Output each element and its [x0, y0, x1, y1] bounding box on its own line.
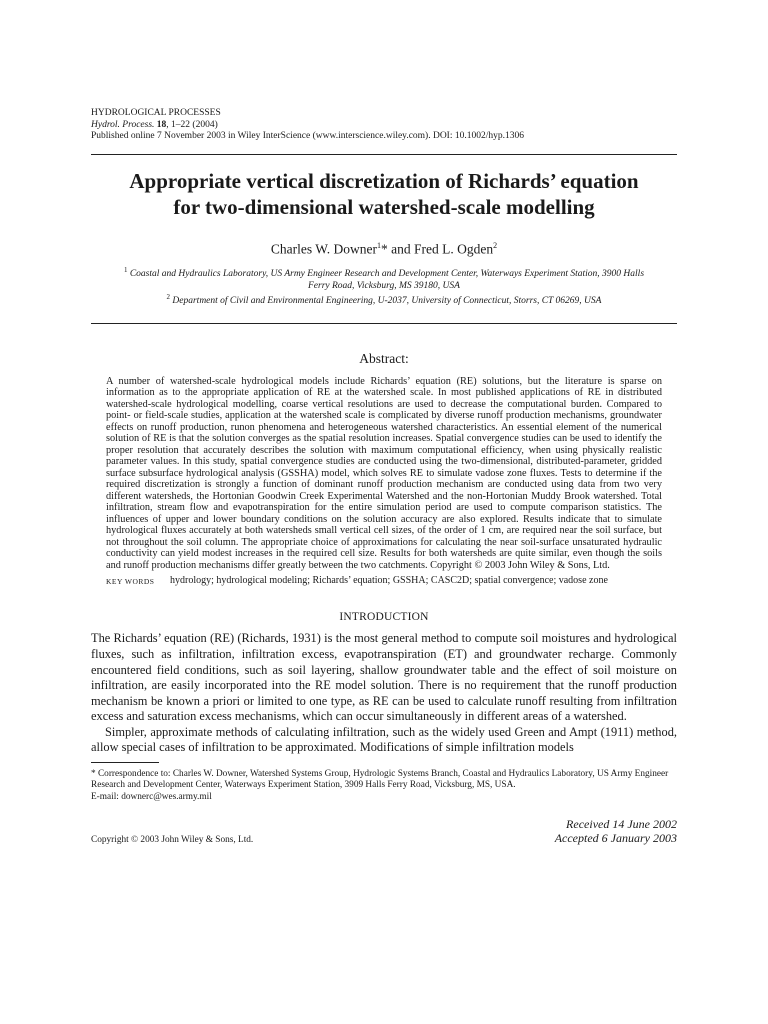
authors-and: and: [387, 241, 414, 256]
affiliation-rule: [91, 323, 677, 324]
title-line-2: for two-dimensional watershed-scale modelling: [173, 194, 595, 219]
abstract-text: A number of watershed-scale hydrological models include Richards’ equation (RE) solutions, but the literature is sparse on information as to the appropriate application of RE at the watershed scale. In most published applications of RE in distributed watershed-scale hydrological modelling, coarse vertical resolutions are used to decrease the computational burden. Compared to point- or field-scale studies, application at the watershed scale is complicated by diverse runoff production mechanisms, groundwater effects on runoff production, runon phenomena and heterogeneous watershed characteristics. An essential element of the numerical solution of RE is that the solution converges as the spatial resolution increases. Spatial convergence studies can be used to identify the proper resolution that accurately describes the solution with maximum computational efficiency, when using physically realistic parameter values. In this study, spatial convergence studies are conducted using the two-dimensional, distributed-parameter, gridded surface subsurface hydrological analysis (GSSHA) model, which solves RE to simulate vadose zone fluxes. Tests to determine if the required discretization is strongly a function of dominant runoff production mechanism are conducted using data from two very different watersheds, the Hortonian Goodwin Creek Experimental Watershed and the non-Hortonian Muddy Brook watershed. Total infiltration, stream flow and evapotranspiration for the entire simulation period are used to compute comparison statistics. The influences of upper and lower boundary conditions on the solution accuracy are also explored. Results indicate that to simulate hydrological fluxes accurately at both watersheds small vertical cell sizes, of the order of 1 cm, are required near the soil surface, but not throughout the soil column. The appropriate choice of approximations for calculating the near soil-surface unsaturated hydraulic conductivity can yield modest increases in the required cell size. Results for both watersheds are quite similar, even though the soils and runoff production mechanisms differ greatly between the two catchments. Copyright © 2003 John Wiley & Sons, Ltd.: [106, 375, 662, 571]
title-line-1: Appropriate vertical discretization of Richards’ equation: [129, 168, 639, 193]
affiliation-1-line-1: Coastal and Hydraulics Laboratory, US Army Engineer Research and Development Center, Waterways Experiment Station, 3900 Halls: [129, 269, 645, 280]
affiliation-1-mark: 1: [123, 266, 128, 274]
corresponding-mark: *: [381, 241, 388, 256]
author-2-affil-mark: 2: [493, 240, 498, 250]
paper-page: [91, 108, 677, 846]
introduction-heading: INTRODUCTION: [339, 611, 429, 624]
correspondence-footnote: [91, 769, 677, 803]
received-date: Received 14 June 2002: [566, 816, 677, 831]
author-1-affil-mark: 1: [377, 240, 381, 250]
author-1-name: Charles W. Downer: [270, 241, 377, 256]
accepted-date: Accepted 6 January 2003: [554, 831, 677, 846]
footer-copyright: Copyright © 2003 John Wiley & Sons, Ltd.: [91, 834, 254, 845]
introduction-paragraph-1: The Richards’ equation (RE) (Richards, 1931) is the most general method to compute soil moistures and hydrological fluxes, such as infiltration, infiltration excess, evapotranspiration (ET) and groundwater recharge. Commonly encountered field conditions, such as soil layering, shallow groundwater table and the effect of soil moisture on infiltration, are easily incorporated into the RE model solution. There is no requirement that the runoff production mechanism be known a priori or limited to one type, as RE can be used to calculate runoff resulting from infiltration excess and saturation excess mechanisms, which can occur simultaneously in different areas of a watershed.: [91, 631, 677, 724]
introduction-paragraph-2: Simpler, approximate methods of calculating infiltration, such as the widely used Green and Ampt (1911) method, allow special cases of infiltration to be approximated. Modifications of simple infiltration models: [91, 724, 677, 755]
author-list: [91, 238, 677, 258]
affiliation-1-line-2: Ferry Road, Vicksburg, MS 39180, USA: [308, 280, 460, 291]
page-footer: [91, 817, 677, 846]
footnote-address: * Correspondence to: Charles W. Downer, Watershed Systems Group, Hydrologic Systems Branch, Coastal and Hydraulics Laboratory, US Army Engineer Research and Development Center, Waterways Experiment Station, 3909 Halls Ferry Road, Vicksburg, MS, USA.: [91, 769, 669, 791]
affiliation-2: [91, 292, 677, 308]
affiliation-1: [91, 265, 677, 292]
abstract-heading: Abstract:: [359, 350, 409, 366]
keywords: [106, 575, 662, 588]
journal-pages-year: , 1–22 (2004): [166, 119, 218, 130]
journal-citation: [91, 120, 677, 132]
keywords-label: KEY WORDS: [106, 577, 155, 587]
journal-abbr: Hydrol. Process.: [91, 119, 155, 130]
footnote-email: E-mail: downerc@wes.army.mil: [91, 791, 212, 802]
affiliation-2-mark: 2: [166, 293, 171, 302]
keywords-text: hydrology; hydrological modeling; Richards’ equation; GSSHA; CASC2D; spatial convergence; vadose zone: [170, 575, 608, 587]
paper-title: [91, 168, 677, 220]
publication-info: Published online 7 November 2003 in Wiley InterScience (www.interscience.wiley.com). DOI: 10.1002/hyp.1306: [91, 131, 525, 141]
header-rule: [91, 154, 677, 155]
received-accepted-dates: [555, 817, 677, 846]
affiliations: [91, 265, 677, 308]
author-2-name: Fred L. Ogden: [414, 241, 494, 256]
journal-volume: 18: [156, 119, 167, 130]
journal-name: HYDROLOGICAL PROCESSES: [91, 108, 221, 118]
affiliation-2-line-1: Department of Civil and Environmental Engineering, U-2037, University of Connecticut, Storrs, CT 06269, USA: [172, 296, 602, 307]
footnote-rule: [91, 762, 159, 763]
journal-header: [91, 108, 677, 143]
